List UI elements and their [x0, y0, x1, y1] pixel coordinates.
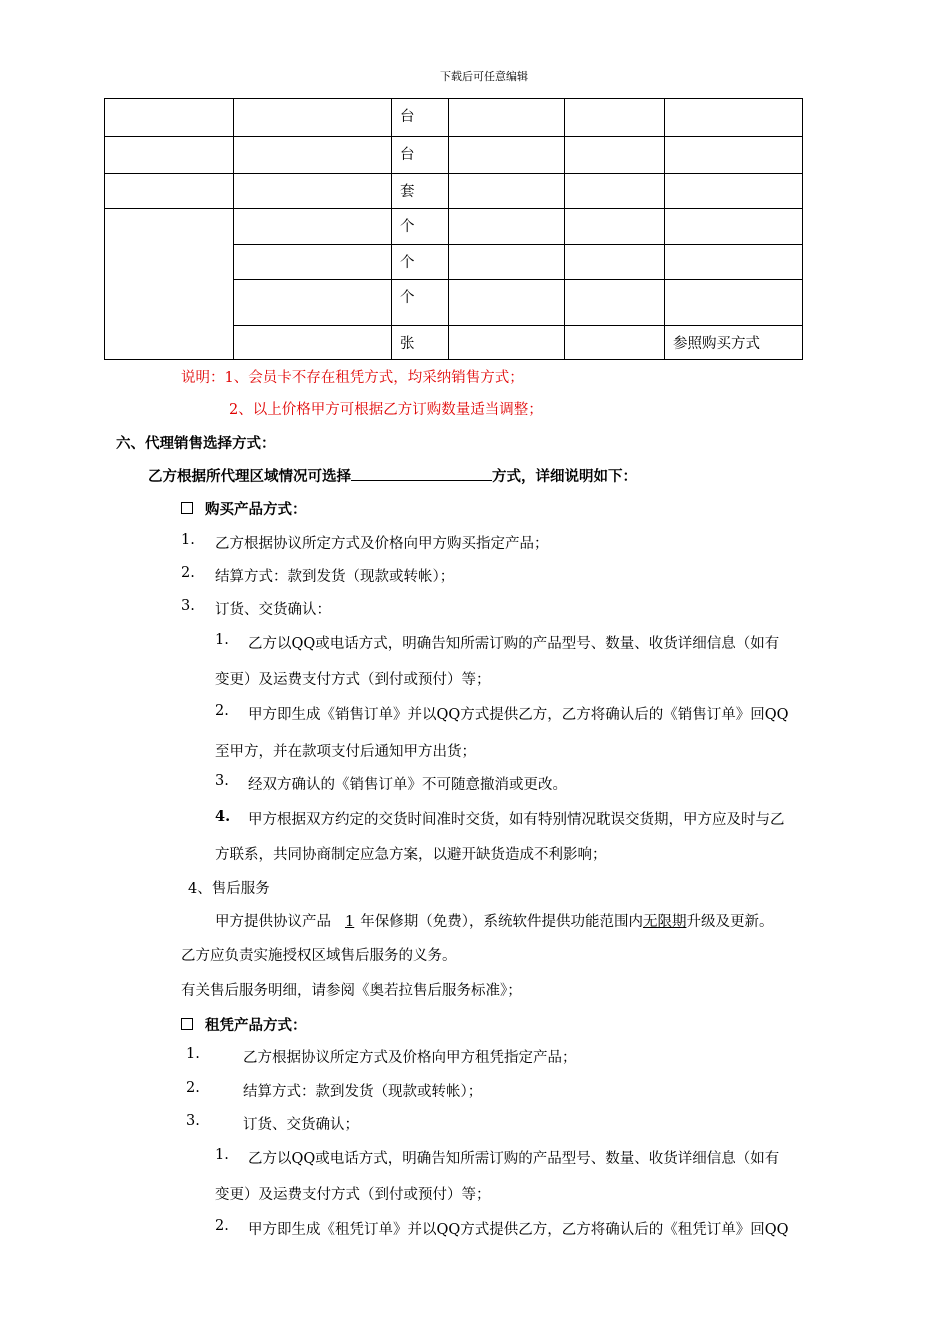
- table-cell: [449, 137, 565, 174]
- unit-cell: 张: [392, 326, 449, 360]
- table-cell: [234, 99, 392, 137]
- note-cell: 参照购买方式: [665, 326, 803, 360]
- rent-sub-1-num: 1.: [215, 1147, 229, 1163]
- rent-item-2: 结算方式：款到发货（现款或转帐）；: [243, 1084, 483, 1100]
- table-cell: [565, 245, 665, 280]
- warranty-years: 1: [345, 914, 355, 930]
- table-cell: [105, 174, 234, 209]
- unit-cell: 台: [392, 137, 449, 174]
- rent-sub-1-line-a: 乙方以QQ或电话方式，明确告知所需订购的产品型号、数量、收货详细信息（如有: [248, 1151, 780, 1167]
- table-cell: [565, 326, 665, 360]
- table-cell: [565, 137, 665, 174]
- table-cell: [234, 137, 392, 174]
- section-6-intro: [148, 465, 637, 486]
- note-line-2: 2、以上价格甲方可根据乙方订购数量适当调整；: [229, 402, 543, 418]
- rent-sub-2-num: 2.: [215, 1218, 229, 1234]
- table-cell: [665, 137, 803, 174]
- buy-option-label: 购买产品方式：: [205, 501, 307, 518]
- table-row: [105, 99, 803, 137]
- buy-sub-3: 经双方确认的《销售订单》不可随意撤消或更改。: [248, 777, 567, 793]
- table-row: [105, 209, 803, 245]
- table-cell: [665, 174, 803, 209]
- checkbox-icon[interactable]: [181, 502, 193, 514]
- table-cell: [449, 99, 565, 137]
- warranty-middle: 年保修期（免费），系统软件提供功能范围内: [360, 914, 643, 930]
- buy-item-3-num: 3.: [181, 598, 195, 614]
- table-cell: [105, 99, 234, 137]
- unit-cell: 个: [392, 209, 449, 245]
- buy-sub-4-line-b: 方联系，共同协商制定应急方案，以避开缺货造成不利影响；: [215, 847, 607, 863]
- buy-sub-3-num: 3.: [215, 773, 229, 789]
- table-cell: [234, 280, 392, 326]
- buy-sub-1-line-b: 变更）及运费支付方式（到付或预付）等；: [215, 672, 491, 688]
- table-row: [105, 137, 803, 174]
- rent-item-3: 订货、交货确认；: [243, 1117, 359, 1133]
- checkbox-icon[interactable]: [181, 1018, 193, 1030]
- buy-option-title: [181, 498, 307, 519]
- rent-item-2-num: 2.: [186, 1080, 200, 1096]
- unlimited-term: 无限期: [642, 914, 687, 930]
- choice-blank: [351, 466, 492, 481]
- buy-sub-2-line-b: 至甲方，并在款项支付后通知甲方出货；: [215, 744, 476, 760]
- table-cell: [449, 245, 565, 280]
- table-cell: [665, 245, 803, 280]
- table-cell: [565, 280, 665, 326]
- unit-cell: 套: [392, 174, 449, 209]
- after-sales-title: 4、售后服务: [188, 881, 270, 897]
- buy-item-1-num: 1.: [181, 532, 195, 548]
- intro-prefix: 乙方根据所代理区域情况可选择: [148, 468, 351, 485]
- buy-item-3: 订货、交货确认：: [215, 602, 331, 618]
- price-table: [104, 98, 803, 360]
- table-cell: [565, 99, 665, 137]
- table-cell: [565, 209, 665, 245]
- buy-sub-4-num: 4.: [215, 808, 231, 825]
- unit-cell: 个: [392, 280, 449, 326]
- table-cell: [665, 280, 803, 326]
- table-cell: [665, 209, 803, 245]
- table-cell: [234, 326, 392, 360]
- after-sales-duty: 乙方应负责实施授权区域售后服务的义务。: [181, 948, 457, 964]
- table-cell: [234, 245, 392, 280]
- table-cell-merged: [105, 209, 234, 360]
- note-line-1: 说明：1、会员卡不存在租凭方式，均采纳销售方式；: [181, 370, 524, 386]
- buy-sub-4-line-a: 甲方根据双方约定的交货时间准时交货，如有特别情况耽误交货期，甲方应及时与乙: [248, 812, 785, 828]
- warranty-suffix: 升级及更新。: [686, 914, 774, 930]
- table-row: [105, 174, 803, 209]
- rent-item-1: 乙方根据协议所定方式及价格向甲方租凭指定产品；: [243, 1050, 577, 1066]
- table-cell: [449, 326, 565, 360]
- table-cell: [449, 174, 565, 209]
- rent-sub-2-line-a: 甲方即生成《租凭订单》并以QQ方式提供乙方，乙方将确认后的《租凭订单》回QQ: [248, 1222, 789, 1238]
- buy-sub-2-num: 2.: [215, 703, 229, 719]
- rent-option-label: 租凭产品方式：: [205, 1017, 307, 1034]
- unit-cell: 个: [392, 245, 449, 280]
- rent-item-1-num: 1.: [186, 1046, 200, 1062]
- intro-suffix: 方式，详细说明如下：: [492, 468, 637, 485]
- after-sales-reference: 有关售后服务明细，请参阅《奥若拉售后服务标准》；: [181, 983, 522, 999]
- table-cell: [565, 174, 665, 209]
- after-sales-warranty: [215, 910, 773, 931]
- buy-sub-1-num: 1.: [215, 632, 229, 648]
- buy-item-2-num: 2.: [181, 565, 195, 581]
- section-6-title: 六、代理销售选择方式：: [116, 435, 276, 452]
- page-header: 下载后可任意编辑: [440, 70, 528, 83]
- table-cell: [234, 209, 392, 245]
- rent-option-title: [181, 1014, 307, 1035]
- buy-sub-1-line-a: 乙方以QQ或电话方式，明确告知所需订购的产品型号、数量、收货详细信息（如有: [248, 636, 780, 652]
- buy-sub-2-line-a: 甲方即生成《销售订单》并以QQ方式提供乙方，乙方将确认后的《销售订单》回QQ: [248, 707, 789, 723]
- table-cell: [665, 99, 803, 137]
- warranty-prefix: 甲方提供协议产品: [215, 914, 331, 930]
- buy-item-1: 乙方根据协议所定方式及价格向甲方购买指定产品；: [215, 536, 549, 552]
- buy-item-2: 结算方式：款到发货（现款或转帐）；: [215, 569, 455, 585]
- table-cell: [234, 174, 392, 209]
- rent-item-3-num: 3.: [186, 1113, 200, 1129]
- rent-sub-1-line-b: 变更）及运费支付方式（到付或预付）等；: [215, 1187, 491, 1203]
- table-cell: [105, 137, 234, 174]
- table-cell: [449, 280, 565, 326]
- unit-cell: 台: [392, 99, 449, 137]
- table-cell: [449, 209, 565, 245]
